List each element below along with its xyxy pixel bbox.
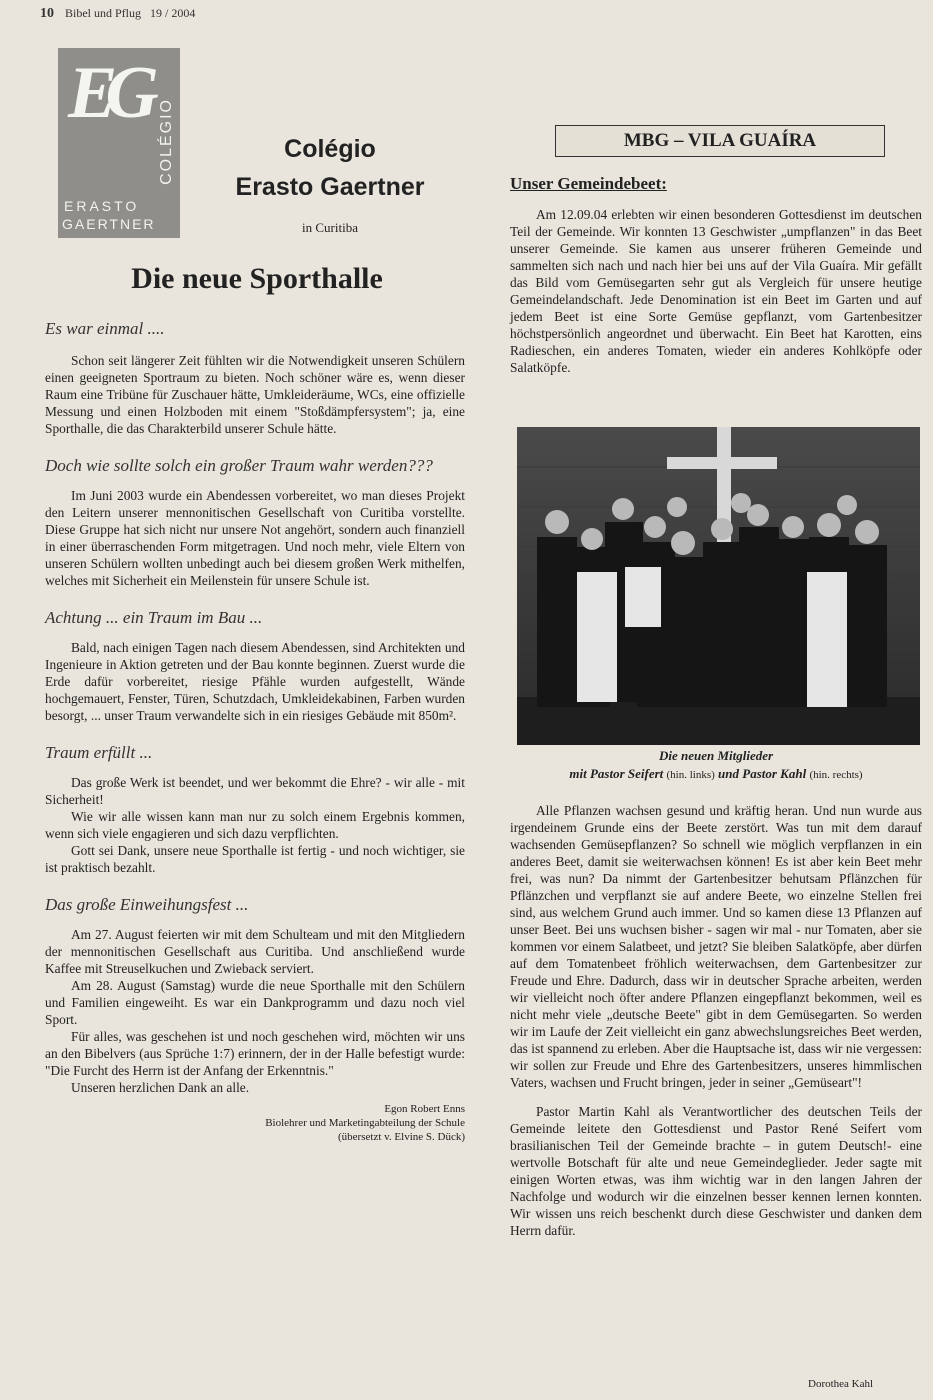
right-column-bottom: [510, 802, 922, 1239]
article-subheading: Unser Gemeindebeet:: [510, 174, 667, 193]
journal-name: Bibel und Pflug: [65, 6, 142, 20]
school-logo: [58, 48, 180, 238]
translator-note: (übersetzt v. Elvine S. Dück): [338, 1131, 465, 1143]
caption-seifert-note: (hin. links): [666, 769, 715, 781]
right-author: Dorothea Kahl: [808, 1378, 874, 1390]
section-heading-4: Traum erfüllt ...: [45, 743, 153, 762]
section-rubric: MBG – VILA GUAÍRA: [555, 125, 885, 157]
school-name: [200, 130, 460, 206]
section-heading-2: Doch wie sollte solch ein großer Traum wahr werden???: [45, 456, 433, 475]
right-paragraph-3: Pastor Martin Kahl als Verantwortlicher des deutschen Teils der Gemeinde leitete den Gottesdienst und Pastor René Seifert vom brasilianischen Teil der Gemeinde brachte – in gutem Deutsch!- eine wertvolle Botschaft für alte und neue Gemeindeglieder. Jeder sagte mit einigen Worten etwas, was ihm wichtig war in den langen Jahren der Nachfolge und wodurch wir die einzelnen besser kennen lernen konnten. Wir wissen uns reich beschenkt durch diese Geschwister und danken dem Herrn dafür.: [510, 1104, 922, 1238]
author-role: Biolehrer und Marketingabteilung der Schule: [265, 1117, 465, 1129]
group-photo-image: [517, 427, 920, 745]
logo-gaertner: GAERTNER: [62, 216, 156, 232]
logo-erasto: ERASTO: [64, 198, 140, 214]
page-number: 10: [40, 6, 54, 21]
right-paragraph-2: Alle Pflanzen wachsen gesund und kräftig heran. Und nun wurde aus irgendeinem Grunde eins der Beete zerstört. Was tun mit dem darauf wachsenden Gemüsepflanzen? So schnell wie möglich verpflanzen in ein anderes Beet, damit sie weiterwachsen können! Es ist aber kein Beet mehr frei, was nun? Da nimmt der Gartenbesitzer behutsam Pflänzchen für Pflänzchen und verpflanzt sie auf andere Beete, wo einzelne Stellen frei sind, aus welchem Grund auch immer. Und so kamen diese 13 Pflanzen auf unser Beet. Bei uns wuchsen bisher - sagen wir mal - nur Tomaten, aber sie kommen vor einem Salatbeet, und jetzt? Sie bleiben Salatköpfe, aber dürfen auf dem Tomatenbeet fröhlich weiterwachsen, dem Gartenbesitzer zur Freude und Ehre. Dadurch, dass wir in deutscher Sprache arbeiten, werden wir vielleicht noch öfter andere Pflanzen eingepflanzt bekommen, weil es nicht mehr viele „deutsche Beete" gibt in dem Gemüsegarten. So werden wir im Laufe der Zeit vielleicht ein ganz abwechslungsreiches Beet werden, das ist spannend zu erleben. Aber die Hauptsache ist, dass wir nie vergessen: wir sollen zur Freude und Ehre des Gartenbesitzers, unseres himmlischen Vaters, wachsen und Frucht bringen, jeder in seiner „Gemüseart"!: [510, 803, 922, 1090]
right-paragraph-1: Am 12.09.04 erlebten wir einen besonderen Gottesdienst im deutschen Teil der Gemeinde. Wir konnten 13 Geschwister „umpflanzen" in das Beet unserer Gemeinde. Sie kamen aus unserer früheren Gemeinde und sammelten sich nach und nach hier bei uns auf der Vila Guaíra. Mir gefällt das Bild vom Gemüsegarten sehr gut als Vergleich für unsere heutige Gemeindelandschaft. Jede Denomination ist ein Beet im Garten und auf jedem Beet ist eine Sorte Gemüse gepflanzt, vom Gartenbesitzer höchstpersönlich angeordnet und überwacht. Ein Beet hat Karotten, eins Radieschen, ein anderes Tomaten, wieder ein anderes Kohlköpfe oder Salatköpfe.: [510, 207, 922, 375]
caption-seifert: mit Pastor Seifert: [569, 766, 664, 781]
issue-number: 19 / 2004: [150, 6, 196, 20]
paragraph-4c: Gott sei Dank, unsere neue Sporthalle ist fertig - und noch wichtiger, sie ist praktisch bezahlt.: [45, 843, 465, 875]
left-column: [45, 318, 465, 1144]
author-name: Egon Robert Enns: [384, 1103, 465, 1115]
paragraph-2: Im Juni 2003 wurde ein Abendessen vorbereitet, wo man dieses Projekt den Leitern unserer mennonitischen Gesellschaft von Curitiba vorstellte. Diese Gruppe hat sich nicht nur unsere Not angehört, sondern auch finanziell in einer überraschenden Form mitgetragen. Und noch mehr, viele Eltern von unseren Schülern wollten unbedingt auch bei diesem großen Werk mithelfen, welches mit Sicherheit ein Meilenstein für unsere Schule ist.: [45, 488, 465, 588]
section-heading-1: Es war einmal ....: [45, 319, 165, 338]
article-title: Die neue Sporthalle: [131, 262, 383, 295]
right-column-top: [510, 206, 922, 376]
paragraph-5d: Unseren herzlichen Dank an alle.: [71, 1080, 250, 1095]
paragraph-5c: Für alles, was geschehen ist und noch geschehen wird, möchten wir uns an den Bibelvers (aus Sprüche 1:7) erinnern, der in der Halle befestigt wurde: "Die Furcht des Herrn ist der Anfang der Erkenntnis.": [45, 1029, 465, 1078]
paragraph-5b: Am 28. August (Samstag) wurde die neue Sporthalle mit den Schülern und Familien eingeweiht. Es war ein Dankprogramm und dazu noch viel Sport.: [45, 978, 465, 1027]
section-heading-3: Achtung ... ein Traum im Bau ...: [45, 608, 263, 627]
caption-line-1: Die neuen Mitglieder: [658, 748, 774, 763]
caption-kahl: und Pastor Kahl: [718, 766, 807, 781]
group-photo: [517, 427, 920, 745]
paragraph-1: Schon seit längerer Zeit fühlten wir die Notwendigkeit unseren Schülern einen geeigneten Sportraum zu bieten. Noch schöner wäre es, wenn dieser Raum eine Tribüne für Zuschauer hätte, Umkleideräume, WCs, eine offizielle Messung und einen Holzboden mit einem "Stoßdämpfersystem"; ja, eine Sporthalle, die das Charakterbild unserer Schule hätte.: [45, 353, 465, 436]
photo-caption: [510, 747, 922, 784]
section-heading-5: Das große Einweihungsfest ...: [45, 895, 249, 914]
paragraph-3: Bald, nach einigen Tagen nach diesem Abendessen, sind Architekten und Ingenieure in Aktion getreten und der Bau konnte beginnen. Zuerst wurde die Erde dafür vorbereitet, riesige Pfähle wurden aufgestellt, Wände hochgemauert, Fenster, Türen, Schutzdach, Umkleidekabinen, Farben wurden besorgt, ... unser Traum verwandelte sich in ein riesiges Gebäude mit 850m².: [45, 640, 465, 723]
paragraph-4a: Das große Werk ist beendet, und wer bekommt die Ehre? - wir alle - mit Sicherheit!: [45, 775, 465, 807]
logo-colegio: COLÉGIO: [158, 98, 175, 185]
school-name-line2: Erasto Gaertner: [235, 173, 425, 201]
paragraph-4b: Wie wir alle wissen kann man nur zu solch einem Ergebnis kommen, wenn sich viele engagieren und sich dazu verpflichten.: [45, 809, 465, 841]
school-name-line1: Colégio: [284, 135, 376, 163]
paragraph-5a: Am 27. August feierten wir mit dem Schulteam und mit den Mitgliedern der mennonitischen Gesellschaft aus Curitiba. Und anschließend wurde Kaffee mit Streuselkuchen und Zwieback serviert.: [45, 927, 465, 976]
caption-kahl-note: (hin. rechts): [809, 769, 863, 781]
logo-initials: EG: [68, 52, 147, 134]
page-header: [40, 6, 195, 22]
school-city: in Curitiba: [302, 220, 358, 235]
